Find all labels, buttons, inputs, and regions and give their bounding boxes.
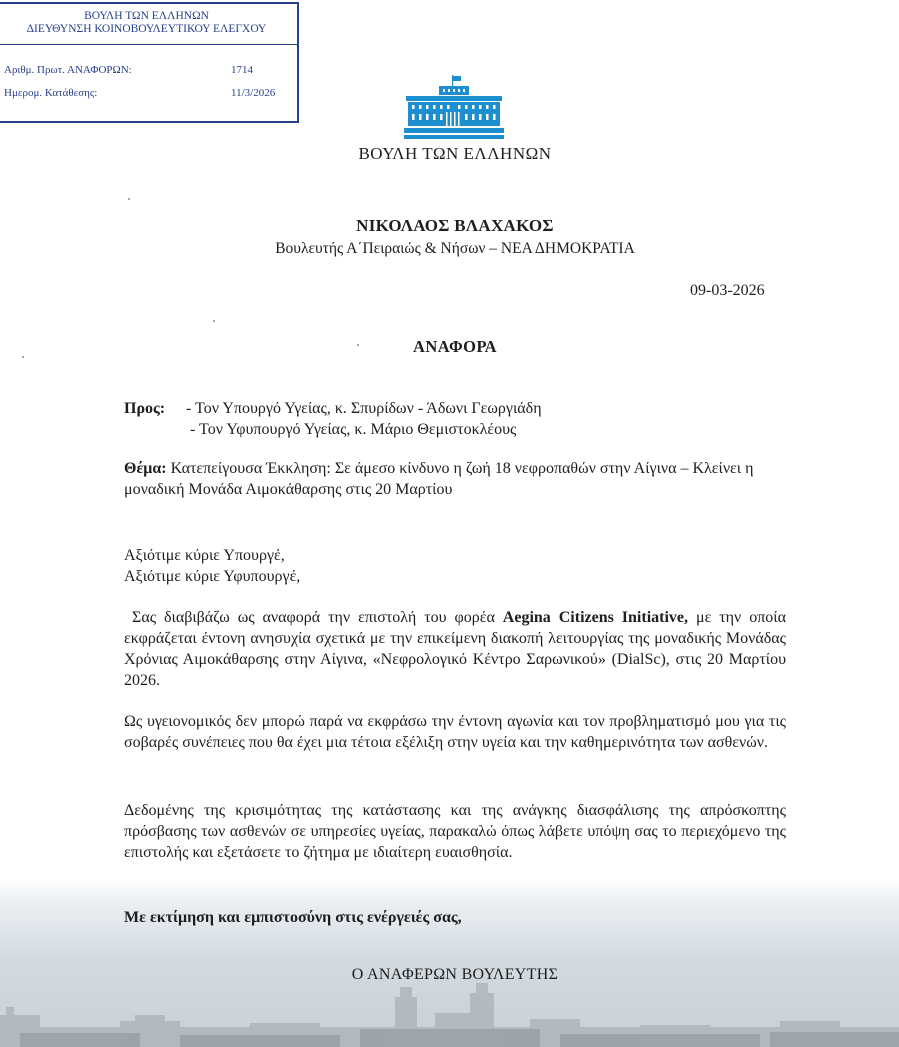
scan-speck [357,344,359,346]
addressee-line-2 [124,419,542,440]
town-skyline-background [0,977,899,1047]
signature-title: Ο ΑΝΑΦΕΡΩΝ ΒΟΥΛΕΥΤΗΣ [351,966,559,983]
p1-text-before: Σας διαβιβάζω ως αναφορά την επιστολή του φορέα [132,609,503,626]
stamp-header [0,4,297,36]
stamp-protocol-row [4,64,253,76]
document-date: 09-03-2026 [690,282,765,299]
scan-speck [128,198,130,200]
stamp-date-label: Ημερομ. Κατάθεσης: [4,87,98,99]
stamp-date-value: 11/3/2026 [231,87,276,99]
addressee-2: - Τον Υφυπουργό Υγείας, κ. Μάριο Θεμιστοκλέους [190,421,517,438]
addressees-label: Προς: [124,400,166,417]
stamp-divider [0,44,297,45]
greeting-block [124,545,300,587]
stamp-protocol-value: 1714 [231,64,253,76]
document-title: ΑΝΑΦΟΡΑ [412,337,498,356]
subject-text: Κατεπείγουσα Έκκληση: Σε άμεσο κίνδυνο η ζωή 18 νεφροπαθών στην Αίγινα – Κλείνει η μοναδική Μονάδα Αιμοκάθαρσης στις 20 Μαρτίου [124,460,754,498]
mp-title: Βουλευτής Α΄Πειραιώς & Νήσων – ΝΕΑ ΔΗΜΟΚΡΑΤΙΑ [275,240,635,257]
greeting-deputy-minister: Αξιότιμε κύριε Υφυπουργέ, [124,568,301,585]
closing-line: Με εκτίμηση και εμπιστοσύνη στις ενέργειές σας, [124,909,462,926]
emblem-caption: ΒΟΥΛΗ ΤΩΝ ΕΛΛΗΝΩΝ [358,144,552,163]
scan-speck [22,356,24,358]
stamp-protocol-label: Αριθμ. Πρωτ. ΑΝΑΦΟΡΩΝ: [4,64,132,76]
hellenic-parliament-building-icon [404,74,504,140]
body-paragraph-3: Δεδομένης της κρισιμότητας της κατάστασης και της ανάγκης διασφάλισης της απρόσκοπτης πρόσβασης των ασθενών σε υπηρεσίες υγείας, παρακαλώ όπως λάβετε υπόψη σας το περιεχόμενο της επιστολής και εξετάσετε το ζήτημα με ιδιαίτερη ευαισθησία. [124,802,786,861]
subject-label: Θέμα: [124,460,167,477]
registration-stamp [0,2,299,123]
mp-name: ΝΙΚΟΛΑΟΣ ΒΛΑΧΑΚΟΣ [356,216,554,235]
subject-block [124,458,794,500]
greeting-minister: Αξιότιμε κύριε Υπουργέ, [124,547,285,564]
stamp-org: ΒΟΥΛΗ ΤΩΝ ΕΛΛΗΝΩΝ [84,10,209,22]
stamp-date-row [4,87,276,99]
stamp-dept: ΔΙΕΥΘΥΝΣΗ ΚΟΙΝΟΒΟΥΛΕΥΤΙΚΟΥ ΕΛΕΓΧΟΥ [26,23,267,35]
body-paragraph-1 [124,607,786,691]
p1-text-after: με την οποία εκφράζεται έντονη ανησυχία σχετικά με την επικείμενη διακοπή λειτουργίας της μοναδικής Μονάδας Χρόνιας Αιμοκάθαρσης στην Αίγινα, «Νεφρολογικό Κέντρο Σαρωνικού» (DialSc), στις 20 Μαρτίου 2026. [124,609,786,689]
p1-organization: Aegina Citizens Initiative, [502,609,689,626]
body-paragraph-2: Ως υγειονομικός δεν μπορώ παρά να εκφράσω την έντονη αγωνία και τον προβληματισμό μου για τις σοβαρές συνέπειες που θα έχει μια τέτοια εξέλιξη στην υγεία και την καθημερινότητα των ασθενών. [124,713,786,751]
addressees-block [124,398,542,440]
addressee-1: - Τον Υπουργό Υγείας, κ. Σπυρίδων - Άδωνι Γεωργιάδη [186,400,542,417]
scan-speck [213,320,215,322]
addressee-line-1 [124,398,542,419]
